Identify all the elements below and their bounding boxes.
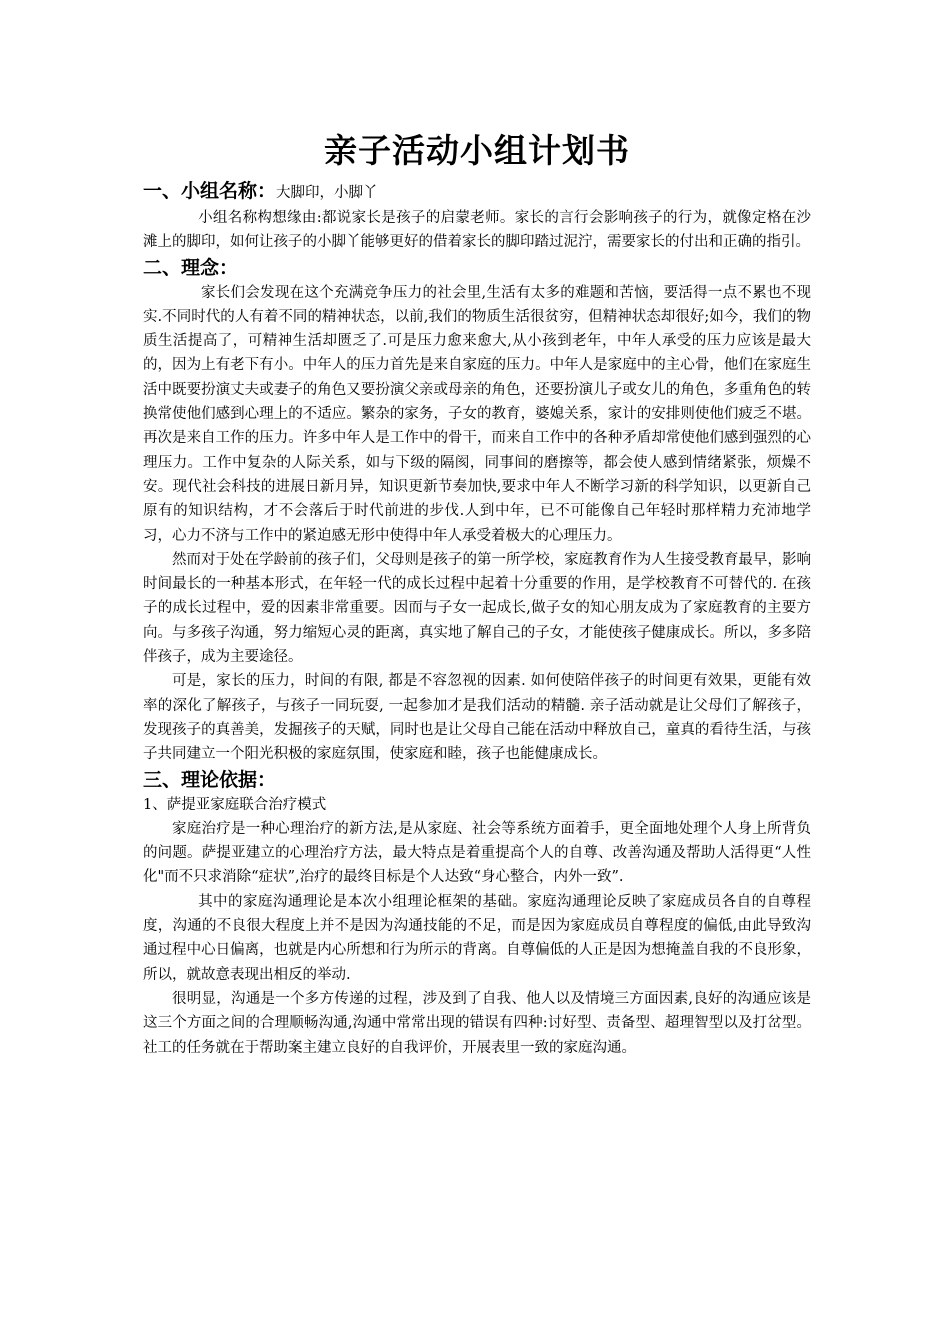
section-heading-philosophy: 二、理念： <box>143 256 239 279</box>
document-page <box>143 128 811 1060</box>
philosophy-paragraph-1: 家长们会发现在这个充满竞争压力的社会里,生活有太多的难题和苦恼，要活得一点不累也不现实.不同时代的人有着不同的精神状态，以前,我们的物质生活很贫穷，但精神状态却很好;如今，我们的物质生活提高了，可精神生活却匮乏了.可是压力愈来愈大,从小孩到老年，中年人承受的压力应该是最大的，因为上有老下有小。中年人的压力首先是来自家庭的压力。中年人是家庭中的主心骨，他们在家庭生活中既要扮演丈夫或妻子的角色又要扮演父亲或母亲的角色，还要扮演儿子或女儿的角色，多重角色的转换常使他们感到心理上的不适应。繁杂的家务，子女的教育，婆媳关系，家计的安排则使他们疲乏不堪。再次是来自工作的压力。许多中年人是工作中的骨干，而来自工作中的各种矛盾却常使他们感到强烈的心理压力。工作中复杂的人际关系，如与下级的隔阂，同事间的磨擦等，都会使人感到情绪紧张，烦燥不安。现代社会科技的进展日新月异，知识更新节奏加快,要求中年人不断学习新的科学知识，以更新自己原有的知识结构，才不会落后于时代前进的步伐.人到中年，已不可能像自己年轻时那样精力充沛地学习，心力不济与工作中的紧迫感无形中使得中年人承受着极大的心理压力。 <box>143 284 811 544</box>
theory-sub-item-satir: 1、萨提亚家庭联合治疗模式 <box>143 796 327 813</box>
theory-paragraph-2: 其中的家庭沟通理论是本次小组理论框架的基础。家庭沟通理论反映了家庭成员各自的自尊程度，沟通的不良很大程度上并不是因为沟通技能的不足，而是因为家庭成员自尊程度的偏低,由此导致沟通过程中心日偏离，也就是内心所想和行为所示的背离。自尊偏低的人正是因为想掩盖自我的不良形象，所以，就故意表现出相反的举动. <box>143 893 811 983</box>
document-title: 亲子活动小组计划书 <box>324 131 630 170</box>
section-heading-theory: 三、理论依据： <box>143 768 277 791</box>
theory-paragraph-3: 很明显，沟通是一个多方传递的过程，涉及到了自我、他人以及情境三方面因素,良好的沟通应该是这三个方面之间的合理顺畅沟通,沟通中常常出现的错误有四种:讨好型、责备型、超理智型以及打岔型。社工的任务就在于帮助案主建立良好的自我评价，开展表里一致的家庭沟通。 <box>143 990 811 1056</box>
group-name-value: 大脚印，小脚丫 <box>276 185 378 201</box>
section1-heading-label: 一、小组名称： <box>143 180 277 202</box>
section-heading-group-name <box>143 178 811 206</box>
theory-paragraph-1: 家庭治疗是一种心理治疗的新方法,是从家庭、社会等系统方面着手，更全面地处理个人身上所背负的问题。萨提亚建立的心理治疗方法，最大特点是着重提高个人的自尊、改善沟通及帮助人活得更“人性化"而不只求消除“症状”,治疗的最终目标是个人达致“身心整合，内外一致”. <box>143 820 811 886</box>
philosophy-paragraph-2: 然而对于处在学龄前的孩子们，父母则是孩子的第一所学校，家庭教育作为人生接受教育最早，影响时间最长的一种基本形式，在年轻一代的成长过程中起着十分重要的作用，是学校教育不可替代的. 在孩子的成长过程中，爱的因素非常重要。因而与子女一起成长,做子女的知心朋友成为了家庭教育的主要方向。与多孩子沟通，努力缩短心灵的距离，真实地了解自己的子女，才能使孩子健康成长。所以，多多陪伴孩子，成为主要途径。 <box>143 551 811 666</box>
group-name-rationale-paragraph: 小组名称构想缘由:都说家长是孩子的启蒙老师。家长的言行会影响孩子的行为，就像定格在沙滩上的脚印，如何让孩子的小脚丫能够更好的借着家长的脚印踏过泥泞，需要家长的付出和正确的指引。 <box>143 210 811 251</box>
philosophy-paragraph-3: 可是，家长的压力，时间的有限, 都是不容忽视的因素. 如何使陪伴孩子的时间更有效果，更能有效率的深化了解孩子，与孩子一同玩耍, 一起参加才是我们活动的精髓. 亲子活动就是让父母们了解孩子，发现孩子的真善美，发掘孩子的天赋，同时也是让父母自己能在活动中释放自己，童真的看待生活，与孩子共同建立一个阳光积极的家庭氛围，使家庭和睦，孩子也能健康成长。 <box>143 673 811 763</box>
